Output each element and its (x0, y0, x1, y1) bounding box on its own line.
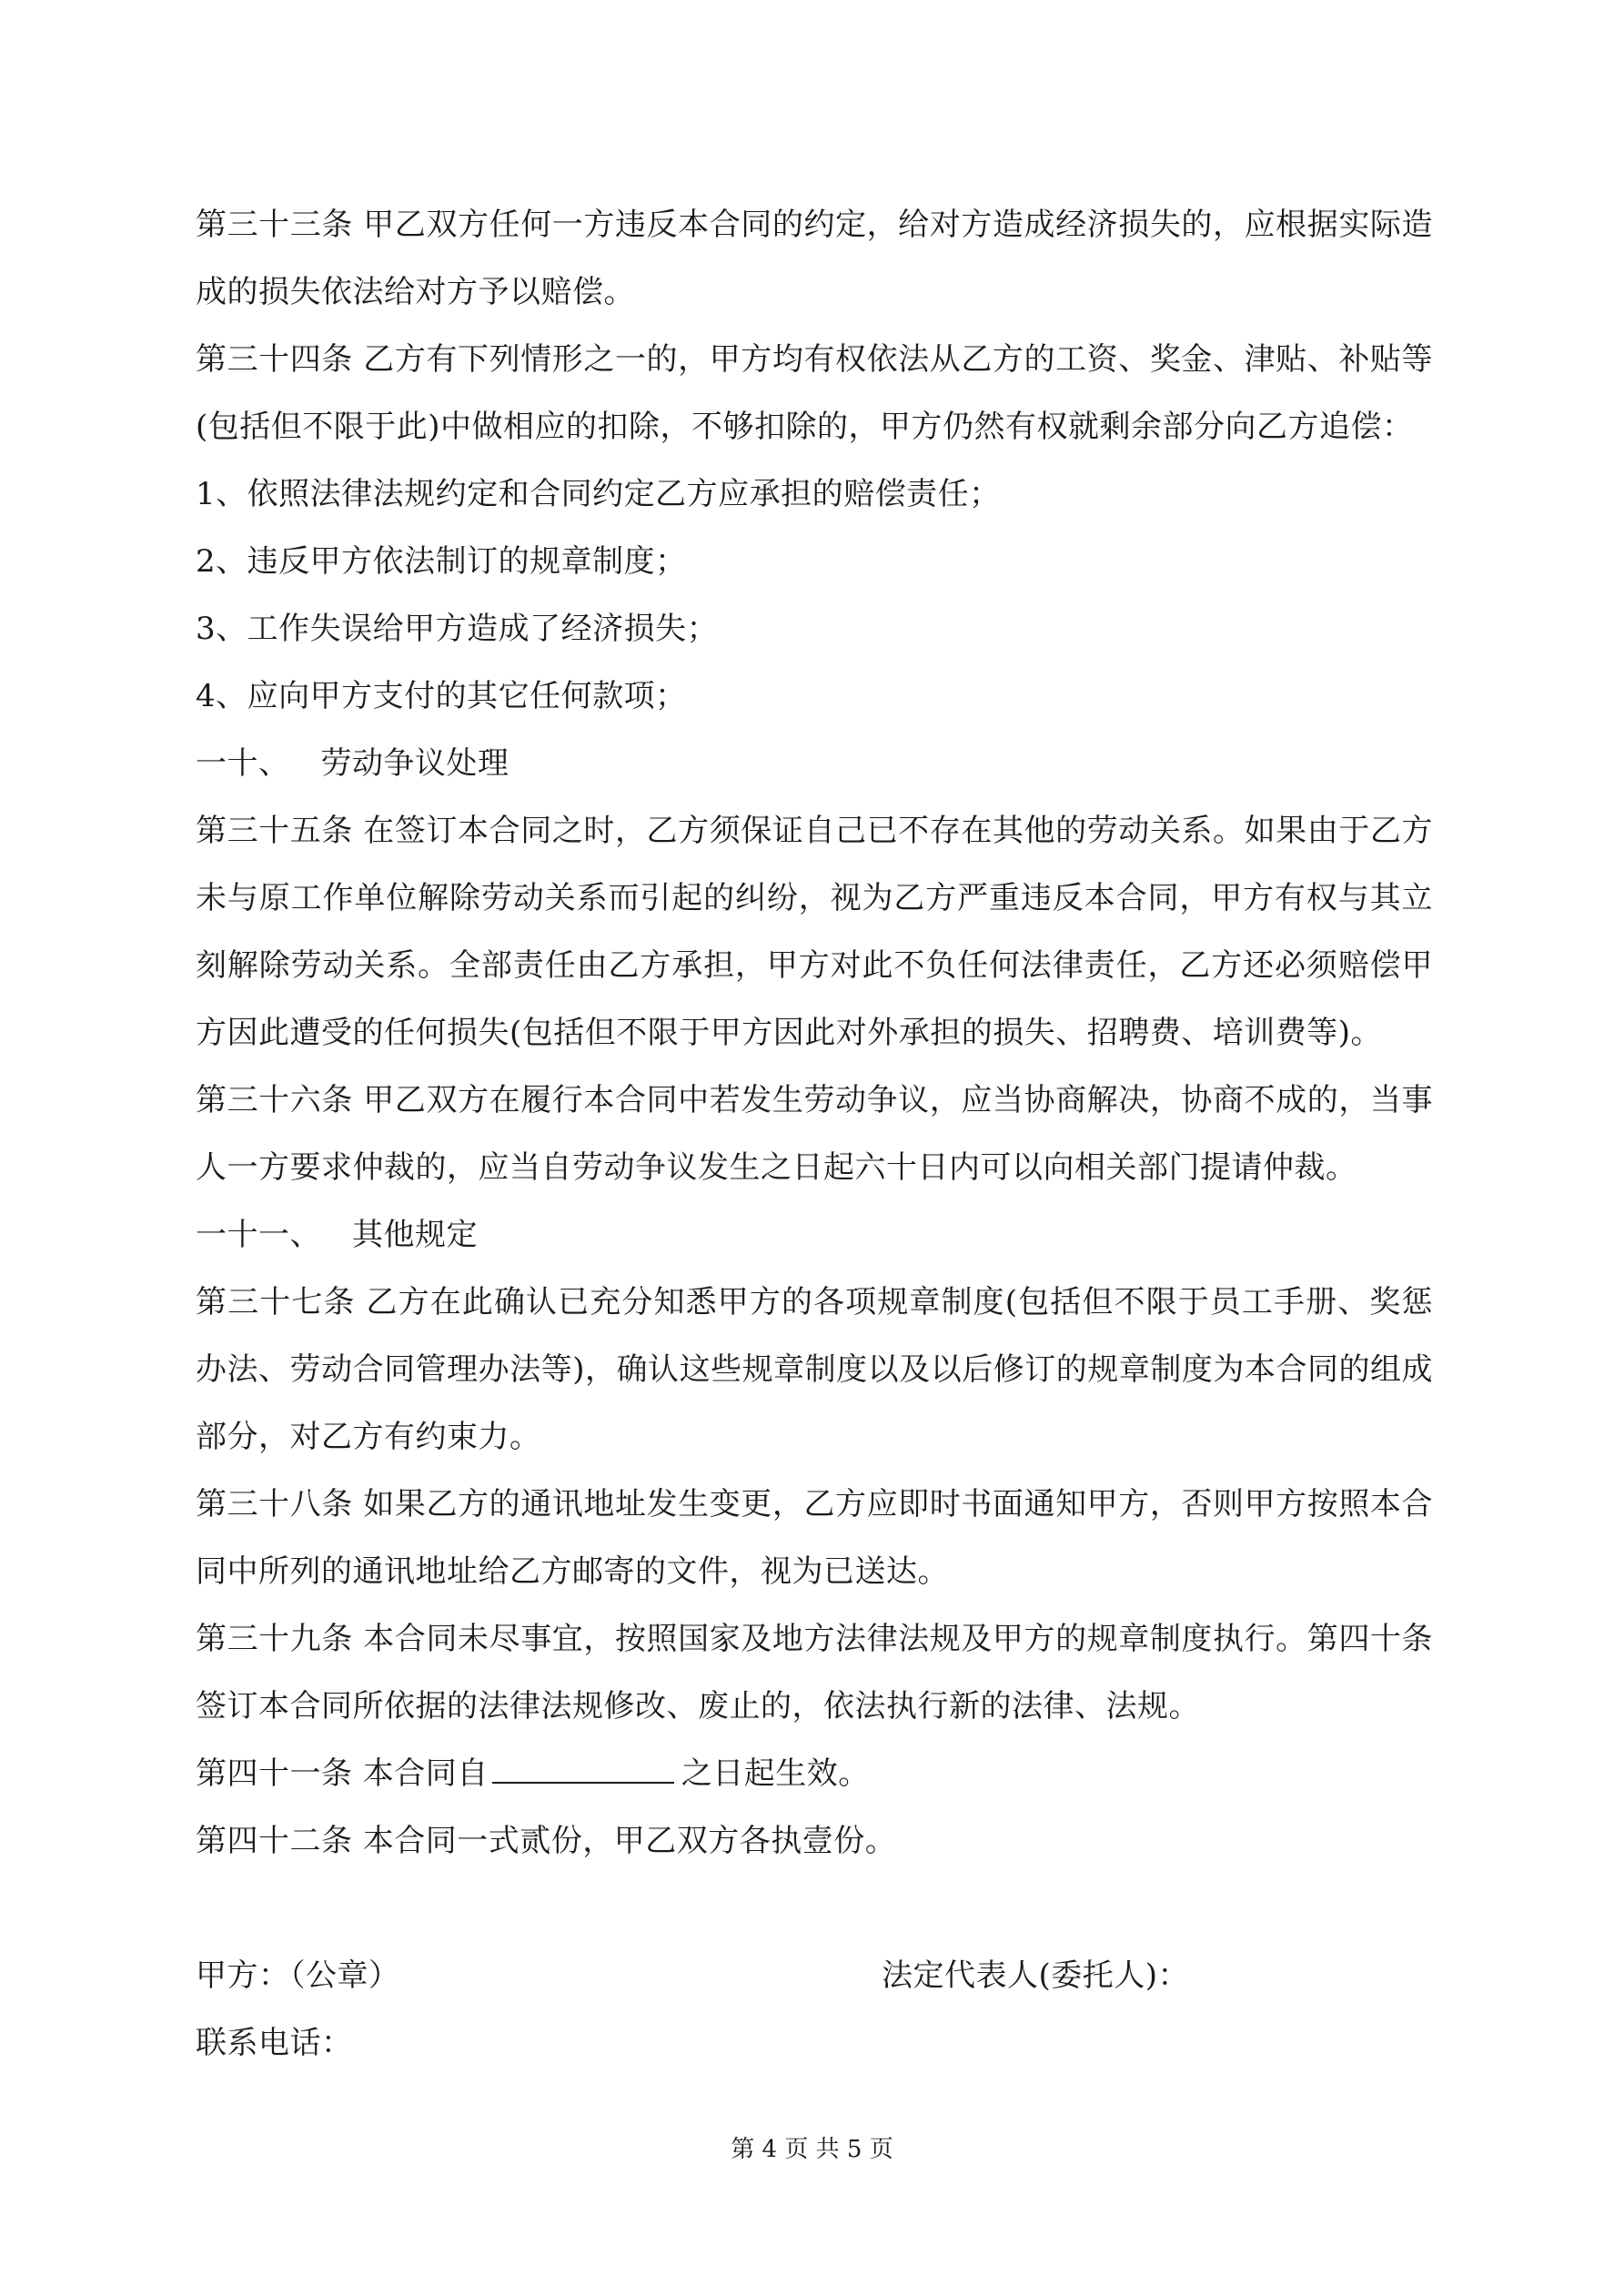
section-11-number: 一十一、 (196, 1217, 321, 1253)
clause-41 (196, 1740, 1433, 1807)
party-a-seal-label: 甲方：（公章） (196, 1957, 400, 1994)
clause-34-item-4: 4、应向甲方支付的其它任何款项； (196, 678, 687, 714)
clause-37: 第三十七条 乙方在此确认已充分知悉甲方的各项规章制度(包括但不限于员工手册、奖惩办法、劳动合同管理办法等)，确认这些规章制度以及以后修订的规章制度为本合同的组成部分，对乙方有约束力。 (196, 1284, 1433, 1455)
section-11-heading (196, 1201, 1433, 1269)
section-10-heading (196, 730, 1433, 797)
clause-41-text-before: 第四十一条 本合同自 (196, 1755, 489, 1792)
effective-date-blank (492, 1755, 674, 1784)
signature-spacer (196, 1875, 1433, 1942)
clause-39: 第三十九条 本合同未尽事宜，按照国家及地方法律法规及甲方的规章制度执行。第四十条 签订本合同所依据的法律法规修改、废止的，依法执行新的法律、法规。 (196, 1621, 1433, 1725)
page-footer: 第 4 页 共 5 页 (731, 2136, 893, 2163)
clause-42: 第四十二条 本合同一式贰份，甲乙双方各执壹份。 (196, 1823, 897, 1859)
clause-36: 第三十六条 甲乙双方在履行本合同中若发生劳动争议，应当协商解决，协商不成的，当事人一方要求仲裁的，应当自劳动争议发生之日起六十日内可以向相关部门提请仲裁。 (196, 1082, 1433, 1186)
contact-phone-label: 联系电话： (196, 2025, 353, 2061)
clause-35: 第三十五条 在签订本合同之时，乙方须保证自己已不存在其他的劳动关系。如果由于乙方未与原工作单位解除劳动关系而引起的纠纷，视为乙方严重违反本合同，甲方有权与其立刻解除劳动关系。全部责任由乙方承担，甲方对此不负任何法律责任，乙方还必须赔偿甲方因此遭受的任何损失(包括但不限于甲方因此对外承担的损失、招聘费、培训费等)。 (196, 813, 1433, 1051)
clause-38: 第三十八条 如果乙方的通讯地址发生变更，乙方应即时书面通知甲方，否则甲方按照本合同中所列的通讯地址给乙方邮寄的文件，视为已送达。 (196, 1486, 1433, 1590)
clause-34-item-1: 1、依照法律法规约定和合同约定乙方应承担的赔偿责任； (196, 476, 1001, 512)
section-10-number: 一十、 (196, 745, 290, 782)
section-11-title: 其他规定 (352, 1217, 478, 1253)
clause-34-item-2: 2、违反甲方依法制订的规章制度； (196, 543, 687, 580)
clause-41-text-after: 之日起生效。 (681, 1755, 870, 1792)
legal-representative-label: 法定代表人(委托人)： (882, 1957, 1190, 1994)
section-10-title: 劳动争议处理 (320, 745, 509, 782)
contract-body (196, 191, 1433, 2077)
clause-34-item-3: 3、工作失误给甲方造成了经济损失； (196, 611, 719, 647)
signature-row (196, 1942, 1433, 2009)
clause-33: 第三十三条 甲乙双方任何一方违反本合同的约定，给对方造成经济损失的，应根据实际造成的损失依法给对方予以赔偿。 (196, 207, 1433, 310)
clause-34: 第三十四条 乙方有下列情形之一的，甲方均有权依法从乙方的工资、奖金、津贴、补贴等(包括但不限于此)中做相应的扣除，不够扣除的，甲方仍然有权就剩余部分向乙方追偿： (196, 341, 1433, 445)
